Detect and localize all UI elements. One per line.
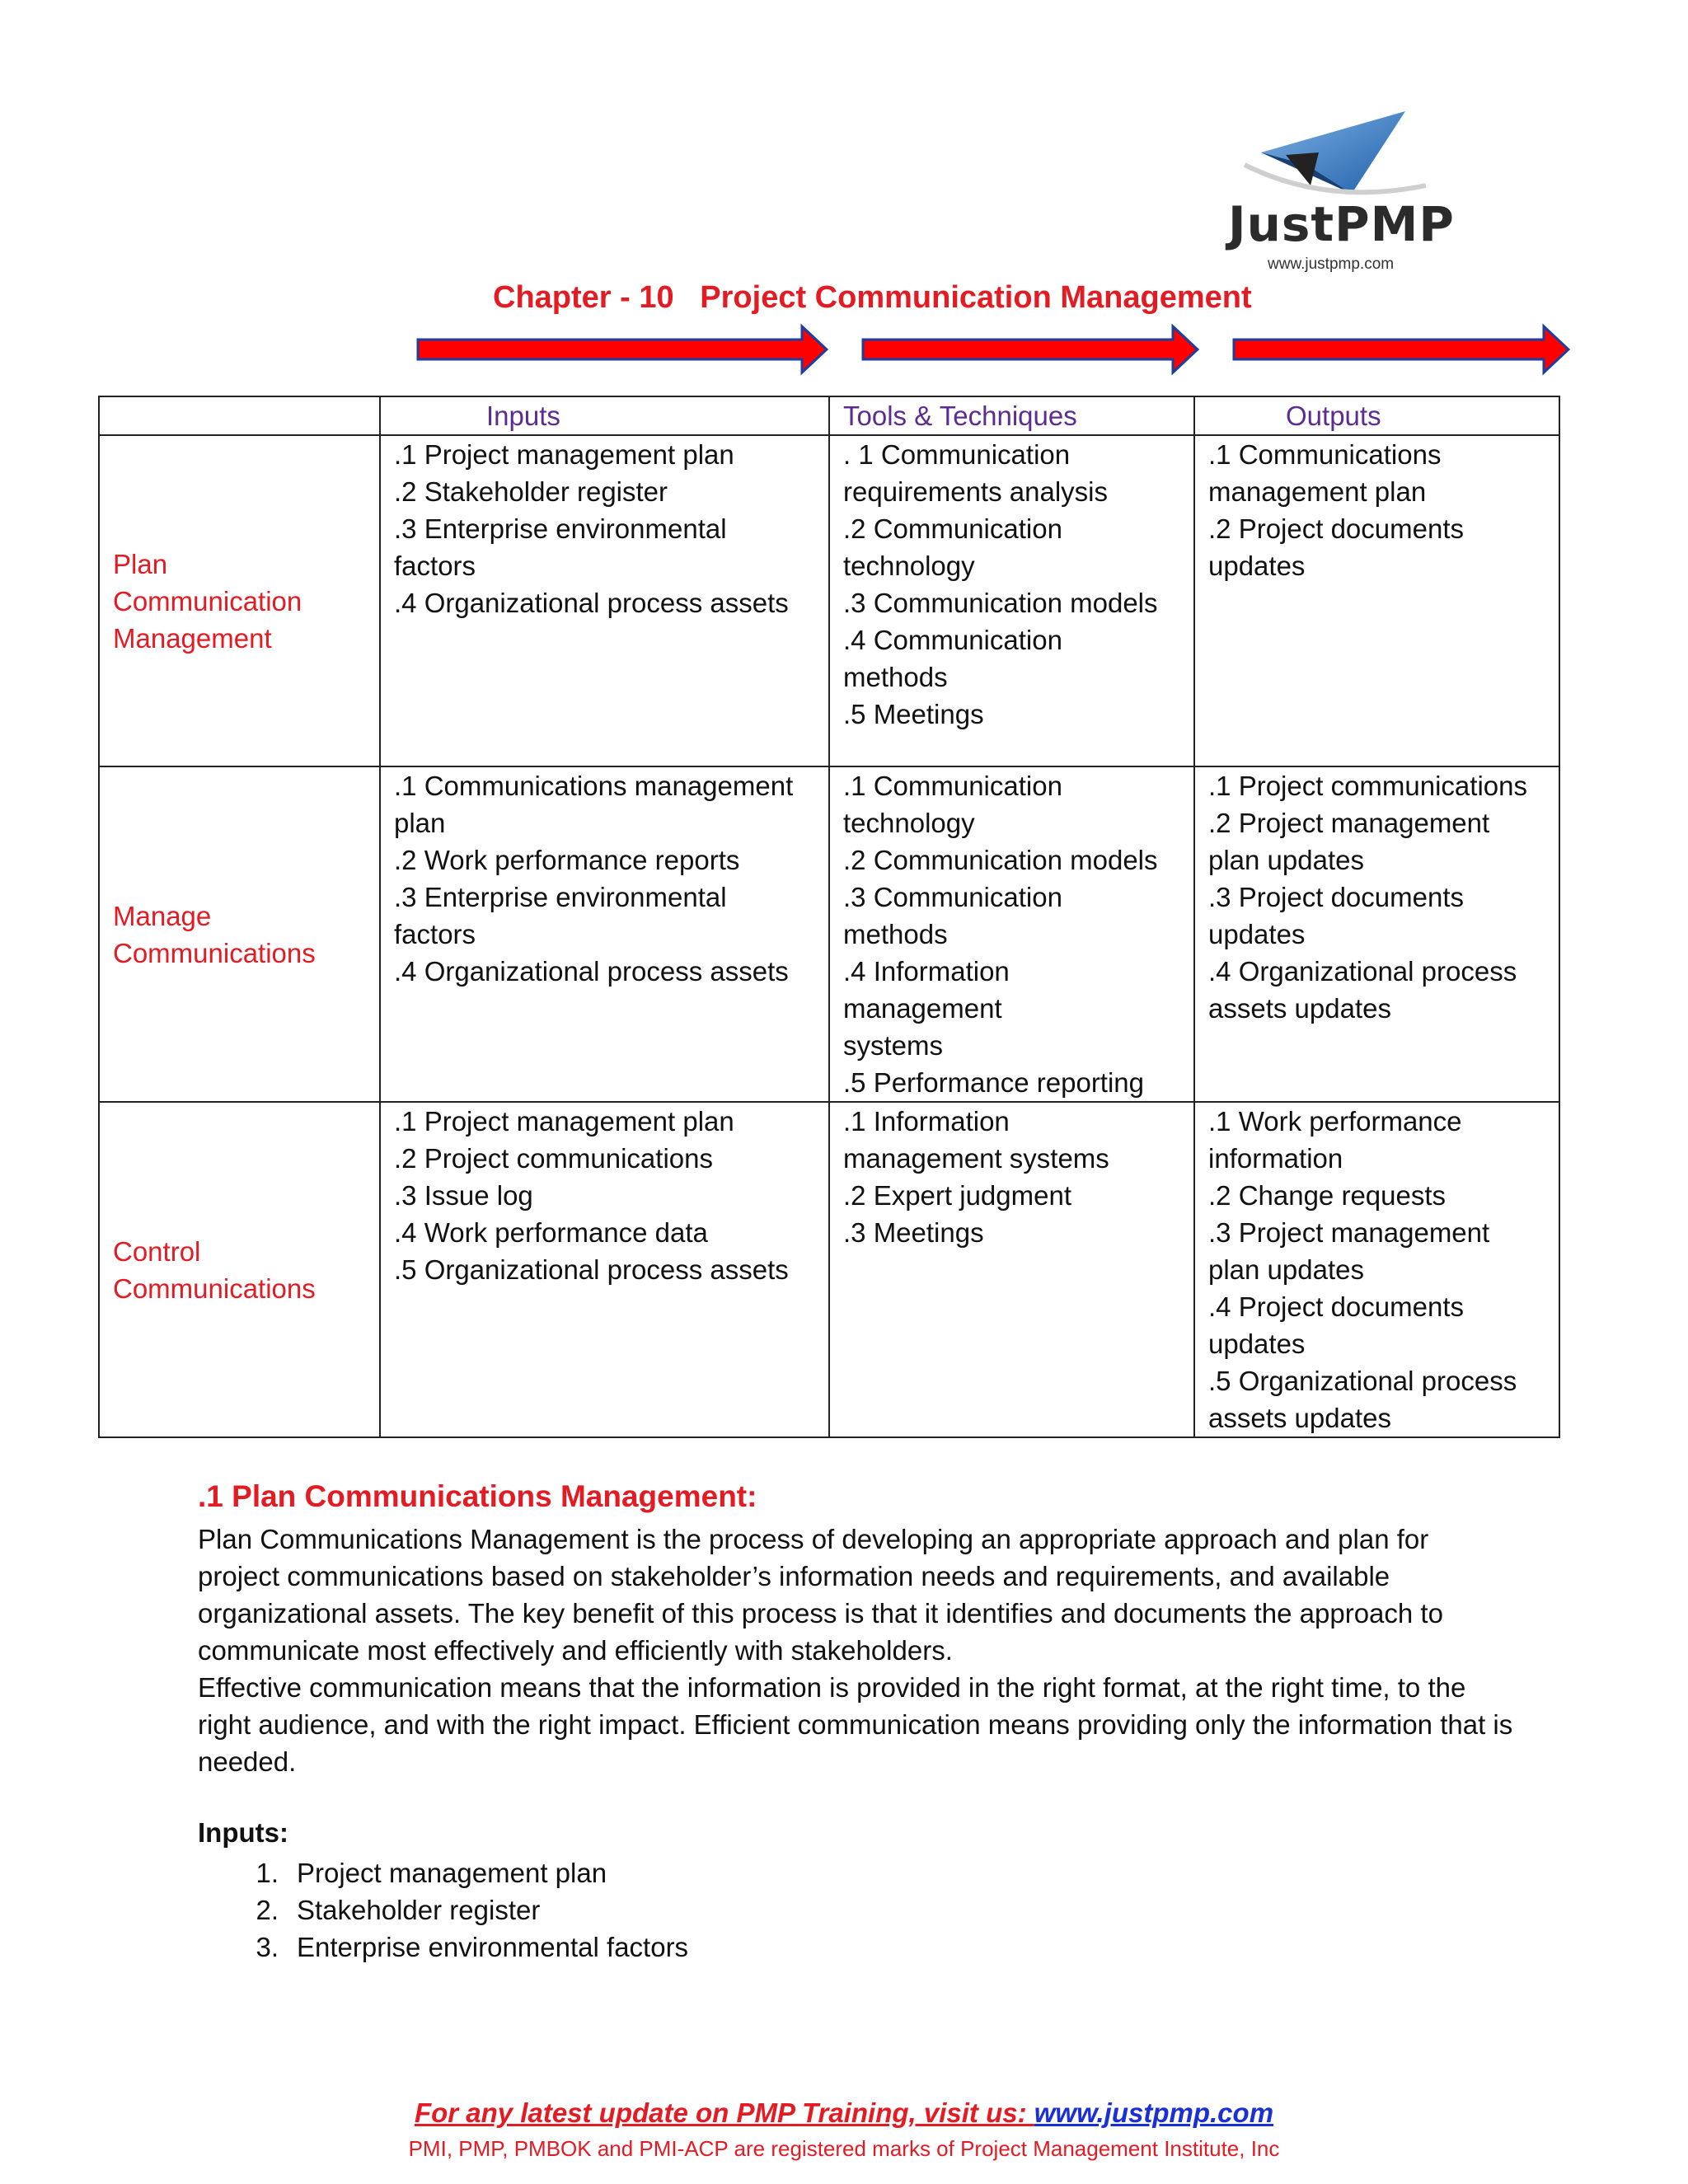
tool-item: .3 Communication bbox=[843, 882, 1062, 912]
input-item: plan bbox=[394, 808, 446, 838]
list-item-text: Stakeholder register bbox=[297, 1895, 541, 1925]
footer-notice-text: For any latest update on PMP Training, visit us: bbox=[414, 2097, 1034, 2128]
section-paragraph: Effective communication means that the information is provided in the right format, at the right time, to the right audience, and with the right impact. Efficient communication means providing only the information that is needed. bbox=[198, 1672, 1513, 1777]
output-item: .2 Project management bbox=[1208, 808, 1490, 838]
input-item: .3 Issue log bbox=[394, 1180, 533, 1211]
inputs-cell bbox=[380, 435, 829, 766]
paper-plane-icon bbox=[1228, 107, 1492, 198]
input-item: .3 Enterprise environmental bbox=[394, 882, 727, 912]
tools-cell bbox=[829, 1102, 1194, 1437]
tool-item: methods bbox=[843, 662, 948, 692]
tool-item: . 1 Communication bbox=[843, 439, 1071, 470]
output-item: .5 Organizational process bbox=[1208, 1366, 1517, 1396]
tool-item: technology bbox=[843, 551, 975, 581]
output-item: .3 Project documents bbox=[1208, 882, 1464, 912]
output-item: .1 Project communications bbox=[1208, 771, 1527, 801]
logo-url[interactable]: www.justpmp.com bbox=[1268, 255, 1395, 273]
output-item: information bbox=[1208, 1143, 1343, 1174]
inputs-cell bbox=[380, 1102, 829, 1437]
list-item-number: 1. bbox=[256, 1858, 279, 1888]
tool-item: management bbox=[843, 993, 1002, 1024]
output-item: assets updates bbox=[1208, 993, 1391, 1024]
footer-trademark: PMI, PMP, PMBOK and PMI-ACP are registered marks of Project Management Institute, Inc bbox=[408, 2136, 1280, 2161]
process-name-line: Control bbox=[113, 1235, 201, 1267]
input-item: .2 Project communications bbox=[394, 1143, 713, 1174]
input-item: .5 Organizational process assets bbox=[394, 1254, 789, 1285]
header-outputs: Outputs bbox=[1194, 396, 1559, 435]
output-item: .4 Organizational process bbox=[1208, 956, 1517, 987]
input-item: .4 Work performance data bbox=[394, 1217, 708, 1248]
tool-item: .1 Communication bbox=[843, 771, 1062, 801]
tool-item: .2 Communication models bbox=[843, 845, 1158, 875]
list-item-text: Project management plan bbox=[297, 1858, 607, 1888]
footer-notice bbox=[0, 2097, 1688, 2129]
output-item: updates bbox=[1208, 1329, 1306, 1359]
tool-item: .2 Expert judgment bbox=[843, 1180, 1071, 1211]
arrow-right-icon bbox=[416, 323, 828, 376]
output-item: .1 Communications bbox=[1208, 439, 1442, 470]
list-item-number: 2. bbox=[256, 1895, 279, 1925]
output-item: management plan bbox=[1208, 476, 1427, 507]
list-item bbox=[198, 1854, 688, 1891]
input-item: .3 Enterprise environmental bbox=[394, 513, 727, 544]
tools-cell bbox=[829, 766, 1194, 1102]
header-tools: Tools & Techniques bbox=[829, 396, 1194, 435]
input-item: .1 Project management plan bbox=[394, 1106, 734, 1137]
input-item: factors bbox=[394, 919, 476, 949]
section-title: .1 Plan Communications Management: bbox=[198, 1479, 757, 1513]
inputs-label: Inputs: bbox=[198, 1817, 288, 1848]
tool-item: technology bbox=[843, 808, 975, 838]
process-name-line: Manage bbox=[113, 900, 212, 931]
output-item: updates bbox=[1208, 551, 1306, 581]
process-table bbox=[98, 396, 1560, 1438]
output-item: .2 Change requests bbox=[1208, 1180, 1447, 1211]
tool-item: .3 Communication models bbox=[843, 588, 1158, 618]
output-item: .1 Work performance bbox=[1208, 1106, 1462, 1137]
tools-cell bbox=[829, 435, 1194, 766]
process-name-cell bbox=[99, 1102, 380, 1437]
output-item: .4 Project documents bbox=[1208, 1291, 1464, 1322]
outputs-cell bbox=[1194, 1102, 1559, 1437]
tool-item: .4 Information bbox=[843, 956, 1010, 987]
output-item: plan updates bbox=[1208, 1254, 1364, 1285]
process-name-line: Communications bbox=[113, 937, 316, 968]
tool-item: requirements analysis bbox=[843, 476, 1108, 507]
tool-item: .5 Meetings bbox=[843, 699, 984, 729]
justpmp-logo bbox=[1228, 107, 1492, 272]
list-item-number: 3. bbox=[256, 1932, 279, 1962]
outputs-cell bbox=[1194, 766, 1559, 1102]
tool-item: .4 Communication bbox=[843, 625, 1062, 655]
process-name-line: Management bbox=[113, 622, 272, 654]
section-paragraph: Plan Communications Management is the process of developing an appropriate approach and plan for project communications based on stakeholder’s information needs and requirements, and available organizational assets. The key benefit of this process is that it identifies and documents the approach to communicate most effectively and efficiently with stakeholders. bbox=[198, 1524, 1443, 1666]
tool-item: methods bbox=[843, 919, 948, 949]
list-item-text: Enterprise environmental factors bbox=[297, 1932, 689, 1962]
logo-wordmark: JustPMP bbox=[1228, 196, 1455, 252]
tool-item: .1 Information bbox=[843, 1106, 1010, 1137]
output-item: .2 Project documents bbox=[1208, 513, 1464, 544]
input-item: .4 Organizational process assets bbox=[394, 588, 789, 618]
output-item: plan updates bbox=[1208, 845, 1364, 875]
table-header-row bbox=[99, 396, 1559, 435]
list-item bbox=[198, 1929, 688, 1966]
arrow-right-icon bbox=[1232, 323, 1570, 376]
output-item: updates bbox=[1208, 919, 1306, 949]
input-item: .2 Stakeholder register bbox=[394, 476, 668, 507]
inputs-list bbox=[198, 1854, 688, 1966]
input-item: .1 Project management plan bbox=[394, 439, 734, 470]
input-item: .1 Communications management bbox=[394, 771, 794, 801]
footer-link[interactable]: www.justpmp.com bbox=[1034, 2097, 1274, 2128]
tool-item: .2 Communication bbox=[843, 513, 1062, 544]
process-name-line: Communications bbox=[113, 1272, 316, 1304]
tool-item: .3 Meetings bbox=[843, 1217, 984, 1248]
arrow-right-icon bbox=[861, 323, 1199, 376]
process-name-cell bbox=[99, 435, 380, 766]
table-row bbox=[99, 435, 1559, 766]
process-name-line: Communication bbox=[113, 585, 302, 616]
table-row bbox=[99, 766, 1559, 1102]
tool-item: systems bbox=[843, 1030, 944, 1061]
header-inputs: Inputs bbox=[380, 396, 829, 435]
outputs-cell bbox=[1194, 435, 1559, 766]
inputs-cell bbox=[380, 766, 829, 1102]
process-name-line: Plan bbox=[113, 548, 168, 579]
header-blank bbox=[99, 396, 380, 435]
output-item: assets updates bbox=[1208, 1403, 1391, 1433]
input-item: .2 Work performance reports bbox=[394, 845, 740, 875]
tool-item: .5 Performance reporting bbox=[843, 1067, 1145, 1098]
tool-item: management systems bbox=[843, 1143, 1109, 1174]
list-item bbox=[198, 1891, 688, 1929]
output-item: .3 Project management bbox=[1208, 1217, 1490, 1248]
table-row bbox=[99, 1102, 1559, 1437]
input-item: .4 Organizational process assets bbox=[394, 956, 789, 987]
process-name-cell bbox=[99, 766, 380, 1102]
input-item: factors bbox=[394, 551, 476, 581]
chapter-title: Chapter - 10 Project Communication Management bbox=[493, 280, 1252, 315]
